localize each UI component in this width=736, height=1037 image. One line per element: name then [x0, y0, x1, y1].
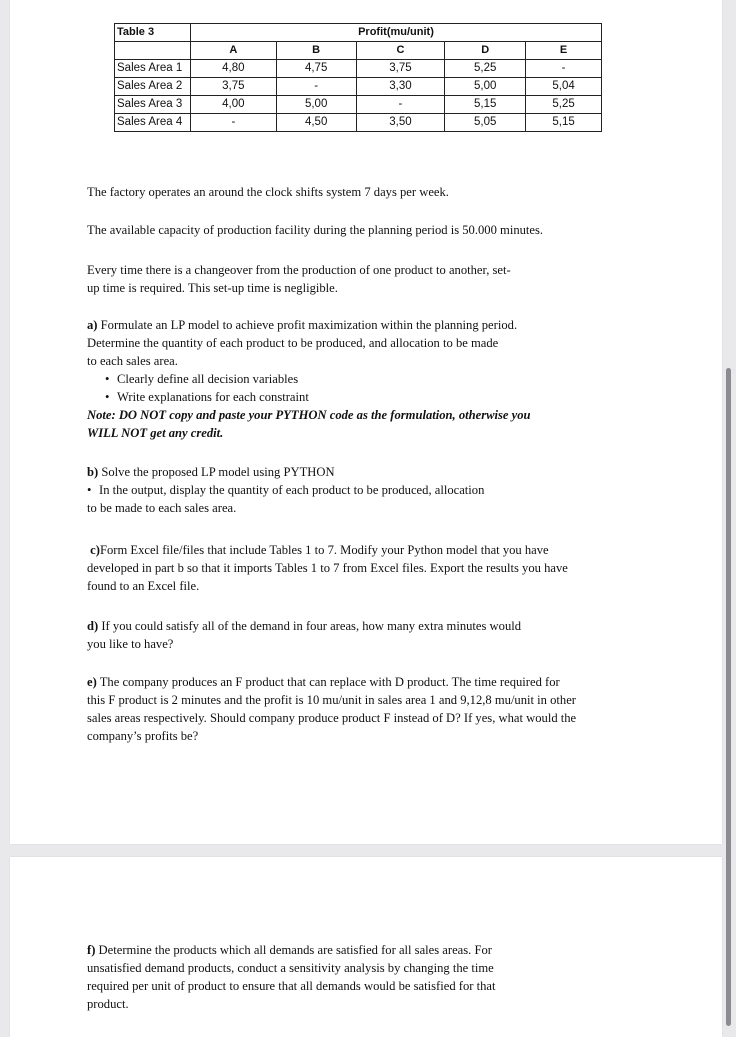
paragraph-setup: Every time there is a changeover from the production of one product to another, set- up time is required. This set-up time is negligible. — [87, 263, 511, 295]
column-header: D — [445, 42, 526, 60]
table-cell: 3,50 — [356, 114, 445, 132]
table-cell: 4,80 — [190, 60, 276, 78]
table-cell: 5,25 — [526, 96, 602, 114]
note: WILL NOT get any credit. — [87, 426, 224, 440]
row-label: Sales Area 1 — [115, 60, 191, 78]
table-title: Profit(mu/unit) — [190, 24, 601, 42]
table-cell: 5,05 — [445, 114, 526, 132]
table-cell: - — [356, 96, 445, 114]
table-row — [115, 78, 602, 96]
question-e: e) The company produces an F product that can replace with D product. The time required for this F product is 2 minutes and the profit is 10 mu/unit in sales area 1 and 9,12,8 mu/unit in other sales areas respectively. Should company produce product F instead of D? If yes, what would the company’s profits be? — [87, 675, 577, 743]
question-label: a) — [87, 318, 98, 332]
table-cell: 4,50 — [276, 114, 356, 132]
table-cell: 3,75 — [190, 78, 276, 96]
table-cell: 5,00 — [445, 78, 526, 96]
question-b-bullets — [87, 481, 637, 499]
question-b: b) Solve the proposed LP model using PYTHON • In the output, display the quantity of each product to be produced, allocation to be made to each sales area. — [87, 463, 637, 517]
table-cell: 5,04 — [526, 78, 602, 96]
corner-cell — [115, 42, 191, 60]
question-a: a) Formulate an LP model to achieve profit maximization within the planning period. Determine the quantity of each product to be produced, and allocation to be made to each sales area. • Clearly define all decision variables • Write explanations for each constraint Note: DO NOT copy and paste your PYTHON code as the formulation, otherwise you WILL NOT get any credit. — [87, 316, 627, 442]
table-cell: 5,15 — [445, 96, 526, 114]
table-cell: 5,15 — [526, 114, 602, 132]
paragraph-capacity: The available capacity of production facility during the planning period is 50.000 minutes. — [87, 223, 544, 237]
row-label: Sales Area 2 — [115, 78, 191, 96]
table-cell: 4,00 — [190, 96, 276, 114]
question-f: f) Determine the products which all demands are satisfied for all sales areas. For unsatisfied demand products, conduct a sensitivity analysis by changing the time required per unit of product to ensure that all demands would be satisfied for that product. — [87, 943, 496, 1011]
table-cell: - — [276, 78, 356, 96]
list-item: • Clearly define all decision variables — [103, 370, 627, 388]
table-cell: 4,75 — [276, 60, 356, 78]
question-c: c)Form Excel file/files that include Tables 1 to 7. Modify your Python model that you have developed in part b so that it imports Tables 1 to 7 from Excel files. Export the results you have found to an Excel file. — [87, 543, 568, 593]
question-a-bullets — [103, 370, 627, 406]
paragraph-shifts: The factory operates an around the clock shifts system 7 days per week. — [87, 185, 449, 199]
table-row — [115, 60, 602, 78]
column-header: B — [276, 42, 356, 60]
column-header: A — [190, 42, 276, 60]
note: Note: DO NOT copy and paste your PYTHON code as the formulation, otherwise you — [87, 408, 531, 422]
column-header: C — [356, 42, 445, 60]
profit-table — [114, 23, 602, 132]
table-cell: - — [190, 114, 276, 132]
column-header: E — [526, 42, 602, 60]
table-row — [115, 114, 602, 132]
table-row — [115, 96, 602, 114]
table-cell: 5,00 — [276, 96, 356, 114]
table-cell: - — [526, 60, 602, 78]
list-item: • In the output, display the quantity of each product to be produced, allocation — [87, 481, 637, 499]
table-id: Table 3 — [115, 24, 191, 42]
row-label: Sales Area 4 — [115, 114, 191, 132]
question-label: c) — [90, 543, 100, 557]
table-cell: 5,25 — [445, 60, 526, 78]
question-d: d) If you could satisfy all of the demand in four areas, how many extra minutes would you like to have? — [87, 619, 522, 651]
question-label: b) — [87, 465, 99, 479]
question-label: d) — [87, 619, 99, 633]
table-cell: 3,75 — [356, 60, 445, 78]
table-cell: 3,30 — [356, 78, 445, 96]
vertical-scrollbar[interactable] — [726, 368, 731, 1026]
row-label: Sales Area 3 — [115, 96, 191, 114]
question-label: e) — [87, 675, 97, 689]
list-item: • Write explanations for each constraint — [103, 388, 627, 406]
question-label: f) — [87, 943, 96, 957]
